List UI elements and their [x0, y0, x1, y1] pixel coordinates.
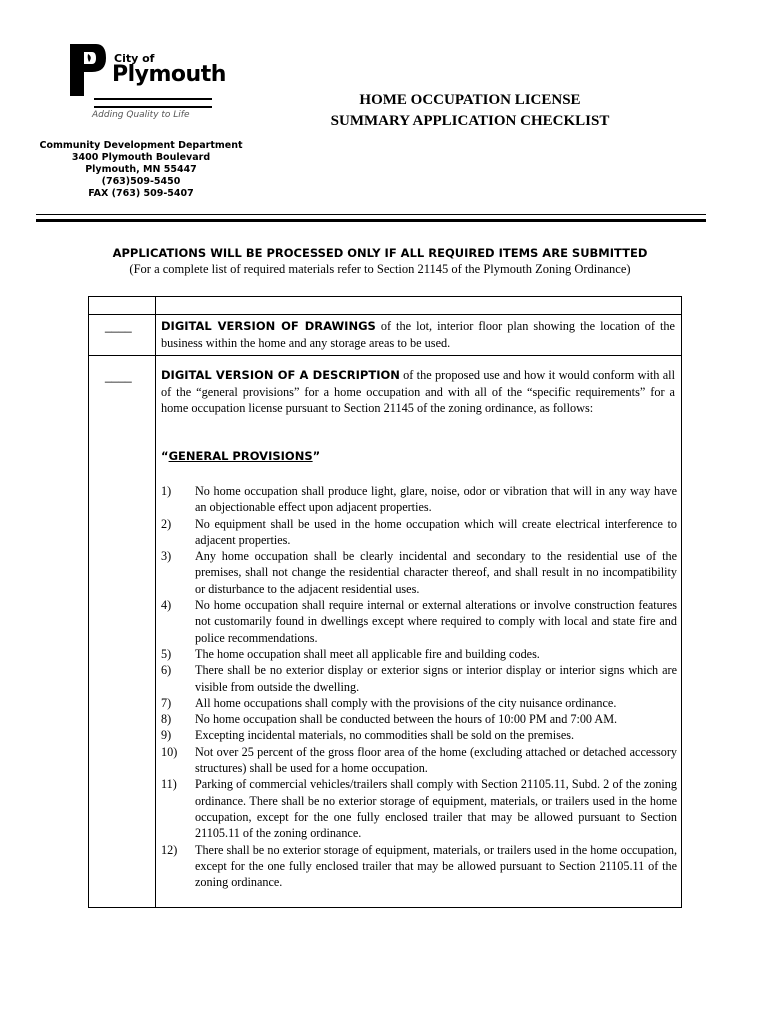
item-drawings-heading: DIGITAL VERSION OF DRAWINGS [161, 319, 376, 333]
checkbox-line-drawings[interactable]: ____ [105, 319, 132, 333]
header-divider [36, 214, 706, 222]
table-header-divider [89, 314, 681, 315]
list-item-text: Parking of commercial vehicles/trailers shall comply with Section 21105.11, Subd. 2 of the zoning ordinance. There shall be no exterior storage of equipment, materials, or trailers used in the home occupation, except for the one fully enclosed trailer that may be allowed pursuant to Section 21105.11 of the zoning ordinance. [195, 777, 677, 841]
list-item-number: 2) [161, 516, 172, 531]
item-description-heading: DIGITAL VERSION OF A DESCRIPTION [161, 368, 400, 382]
list-item [161, 711, 677, 727]
list-item [161, 727, 677, 743]
submission-notice-reference: (For a complete list of required materials refer to Section 21145 of the Plymouth Zoning Ordinance) [129, 262, 631, 276]
list-item [161, 646, 677, 662]
checklist-table [88, 296, 682, 908]
list-item [161, 842, 677, 891]
list-item-number: 12) [161, 842, 178, 857]
submission-notice: APPLICATIONS WILL BE PROCESSED ONLY IF ALL REQUIRED ITEMS ARE SUBMITTED [112, 246, 648, 260]
title-line-2: SUMMARY APPLICATION CHECKLIST [330, 113, 610, 129]
department-street: 3400 Plymouth Boulevard [71, 152, 211, 163]
list-item-number: 10) [161, 744, 178, 759]
department-fax: FAX (763) 509-5407 [88, 188, 194, 199]
list-item-text: No home occupation shall require internal or external alterations or involve construction features not customarily found in dwellings except where required to comply with local and state fire and police recommendations. [195, 598, 677, 645]
department-address [30, 140, 252, 200]
list-item-number: 8) [161, 712, 172, 727]
list-item-number: 11) [161, 777, 177, 792]
list-item-number: 3) [161, 549, 172, 564]
logo-city-of: City of [114, 52, 155, 65]
open-quote: “ [161, 449, 169, 463]
list-item-text: No home occupation shall be conducted between the hours of 10:00 PM and 7:00 AM. [195, 712, 618, 727]
table-row-divider [89, 355, 681, 356]
department-city: Plymouth, MN 55447 [85, 164, 197, 175]
item-drawings-text: of the lot, interior floor plan showing the location of the business within the home and any storage areas to be used. [161, 319, 675, 350]
list-item-text: The home occupation shall meet all applicable fire and building codes. [195, 646, 540, 661]
item-description-text: of the proposed use and how it would conform with all of the “general provisions” for a home occupation and with all of the “specific requirements” for a home occupation license pursuant to Section 21145 of the zoning ordinance, as follows: [161, 368, 675, 415]
list-item [161, 776, 677, 841]
list-item-text: Excepting incidental materials, no commodities shall be sold on the premises. [195, 728, 575, 743]
logo-city-name: Plymouth [112, 62, 226, 87]
department-phone: (763)509-5450 [101, 176, 181, 187]
list-item-number: 5) [161, 646, 172, 661]
list-item-number: 4) [161, 598, 172, 613]
list-item-text: No equipment shall be used in the home occupation which will create electrical interference to adjacent properties. [195, 516, 677, 547]
list-item-text: All home occupations shall comply with the provisions of the city nuisance ordinance. [195, 695, 617, 710]
city-logo [66, 40, 226, 120]
list-item-text: There shall be no exterior storage of equipment, materials, or trailers used in the home occupation, except for the one fully enclosed trailer that may be allowed pursuant to Section 21105.11 of the zoning ordinance. [195, 842, 677, 890]
list-item-number: 6) [161, 663, 172, 678]
list-item [161, 483, 677, 516]
table-column-divider [155, 297, 156, 907]
list-item [161, 695, 677, 711]
list-item [161, 516, 677, 549]
plymouth-p-logo-icon [66, 40, 106, 100]
general-provisions-label: GENERAL PROVISIONS [168, 449, 313, 463]
list-item [161, 662, 677, 695]
list-item-text: There shall be no exterior display or exterior signs or interior display or interior signs which are visible from outside the dwelling. [195, 663, 677, 694]
list-item [161, 744, 677, 777]
list-item-text: Any home occupation shall be clearly incidental and secondary to the residential use of the premises, shall not change the residential character thereof, and shall result in no incompatibility or disturbance to the adjacent residential uses. [195, 549, 677, 596]
logo-tagline: Adding Quality to Life [92, 110, 190, 120]
document-title [250, 90, 690, 132]
list-item-number: 9) [161, 728, 172, 743]
title-line-1: HOME OCCUPATION LICENSE [359, 92, 581, 108]
checklist-item-drawings [161, 318, 675, 351]
checklist-item-description [161, 367, 675, 417]
list-item [161, 597, 677, 646]
list-item-number: 1) [161, 484, 172, 498]
provisions-list [161, 483, 677, 890]
close-quote: ” [312, 449, 321, 463]
list-item-text: Not over 25 percent of the gross floor area of the home (excluding attached or detached accessory structures) shall be used for a home occupation. [195, 744, 677, 776]
list-item-text: No home occupation shall produce light, glare, noise, odor or vibration that will in any way have an objectionable effect upon adjacent properties. [195, 484, 677, 515]
general-provisions-heading [161, 449, 320, 463]
list-item-number: 7) [161, 695, 172, 710]
checkbox-line-description[interactable]: ____ [105, 369, 132, 383]
logo-rule [94, 98, 212, 108]
list-item [161, 548, 677, 597]
department-name: Community Development Department [39, 140, 243, 151]
